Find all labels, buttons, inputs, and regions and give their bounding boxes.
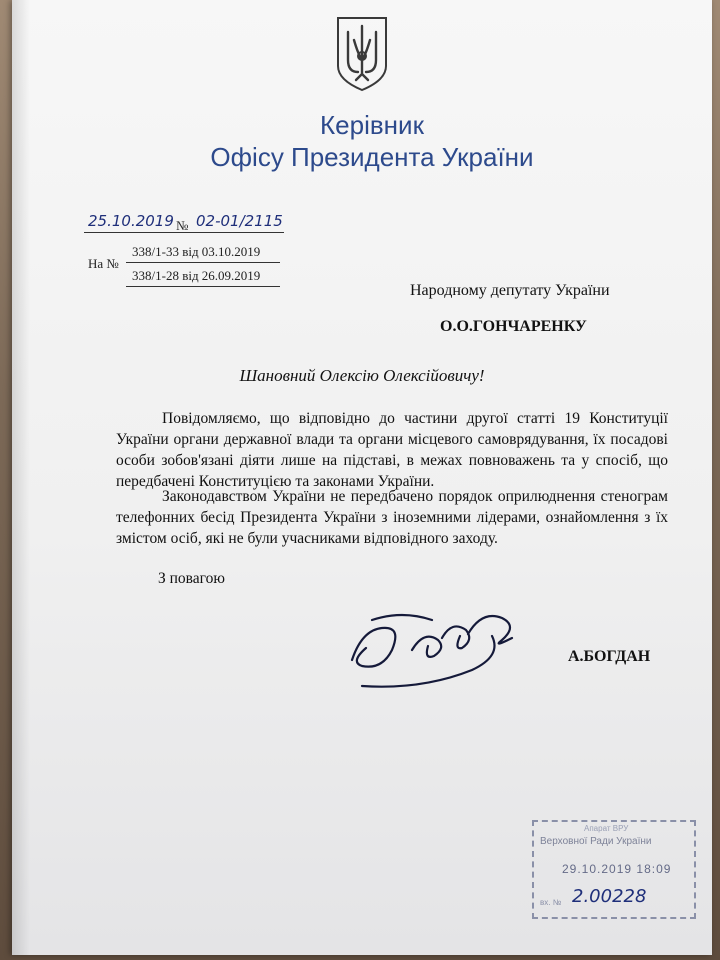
outgoing-date: 25.10.2019 — [88, 212, 174, 230]
recipient-name: О.О.ГОНЧАРЕНКУ — [440, 318, 587, 335]
stamp-number: 2.00228 — [572, 886, 647, 907]
outgoing-number-label: № — [176, 218, 189, 233]
closing: З повагою — [158, 570, 225, 587]
body-paragraph-1-text: Повідомляємо, що відповідно до частини другої статті 19 Конституції України органи державної влади та органи місцевого самоврядування, їх посадові особи зобов'язані діяти лише на підставі, в межах повноважень та у спосіб, що передбачені Конституцією та законами України. — [116, 410, 668, 490]
body-paragraph-1 — [116, 408, 668, 492]
trident-emblem-icon — [334, 14, 390, 92]
stamp-top-text: Апарат ВРУ — [584, 824, 629, 833]
recipient-position: Народному депутату України — [410, 282, 610, 299]
org-title-line1: Керівник — [320, 110, 424, 140]
body-paragraph-2-text: Законодавством України не передбачено порядок оприлюднення стенограм телефонних бесід Президента України з іноземними лідерами, ознайомлення з їх змістом осіб, які не були учасниками відповідного заходу. — [116, 488, 668, 547]
page-shadow — [12, 0, 30, 955]
reference-underline2 — [126, 286, 280, 287]
outgoing-number: 02-01/2115 — [196, 212, 283, 230]
signer-name: А.БОГДАН — [568, 648, 651, 665]
reference-label: На № — [88, 256, 119, 271]
stamp-date-time: 29.10.2019 18:09 — [562, 862, 672, 876]
greeting: Шановний Олексію Олексійовичу! — [239, 366, 485, 385]
outgoing-underline — [84, 232, 284, 233]
body-paragraph-2 — [116, 486, 668, 549]
reference-line1: 338/1-33 від 03.10.2019 — [132, 244, 261, 259]
reference-underline1 — [126, 262, 280, 263]
registration-stamp — [532, 820, 696, 919]
letter-page — [12, 0, 712, 955]
signature-icon — [342, 590, 542, 700]
org-title-line2: Офісу Президента України — [210, 142, 534, 172]
stamp-org: Верховної Ради України — [540, 836, 652, 847]
stamp-number-label: вх. № — [540, 898, 562, 907]
reference-line2: 338/1-28 від 26.09.2019 — [132, 268, 261, 283]
